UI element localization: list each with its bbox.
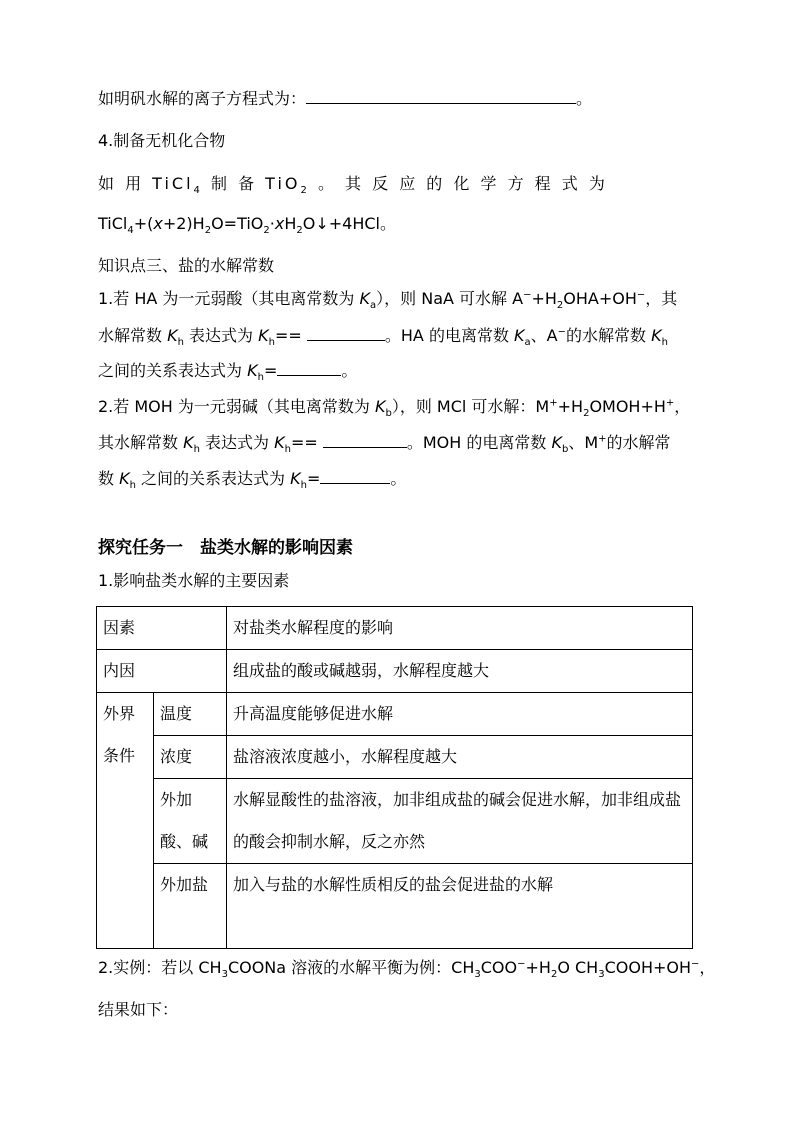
cell-temp-effect: 升高温度能够促进水解 <box>227 693 693 736</box>
table-row <box>97 650 693 693</box>
heading-knowledge3: 知识点三、盐的水解常数 <box>98 256 275 275</box>
table-row <box>97 607 693 650</box>
line-relation2: 数 $K_h$ 之间的关系表达式为 $K_h=$ 。 <box>98 469 407 492</box>
line-relation1: 之间的关系表达式为 $K_h=$ 。 <box>98 361 358 384</box>
cell-acid: 外加酸、碱 <box>154 779 227 864</box>
answer-blank[interactable] <box>323 433 407 448</box>
answer-blank[interactable] <box>277 361 341 376</box>
cell-conc: 浓度 <box>154 736 227 779</box>
cell-inner-effect: 组成盐的酸或碱越弱，水解程度越大 <box>227 650 693 693</box>
line-kh2: 其水解常数 $K_h$ 表达式为 $K_h==$ 。MOH 的电离常数 $K_b$、M+的水解常 <box>98 433 671 456</box>
line-ticl4: 如 用 TiCl$_4$ 制 备 TiO$_2$ 。 其 反 应 的 化 学 方 程 式 为 <box>98 174 608 197</box>
cell-salt: 外加盐 <box>154 864 227 949</box>
line-ha: 1.若 HA 为一元弱酸（其电离常数为 $K_a$），则 NaA 可水解 $A^-+H_2OHA+OH^-$，其 <box>98 289 678 312</box>
cell-temp: 温度 <box>154 693 227 736</box>
table-row <box>97 864 693 949</box>
table-row <box>97 779 693 864</box>
table-row <box>97 736 693 779</box>
heading-prepare: 4.制备无机化合物 <box>98 131 226 150</box>
line-equation: $TiCl_4+(x+2)H_2O=TiO_2\cdot xH_2O↓+4HCl$。 <box>98 214 396 237</box>
answer-blank[interactable] <box>320 469 390 484</box>
answer-blank[interactable] <box>307 326 385 341</box>
answer-blank[interactable] <box>306 89 576 104</box>
factors-table <box>96 606 693 949</box>
cell-inner: 内因 <box>97 650 227 693</box>
line-alum <box>98 89 592 109</box>
text: 。 <box>576 89 593 108</box>
header-effect: 对盐类水解程度的影响 <box>227 607 693 650</box>
section-title: 探究任务一 盐类水解的影响因素 <box>98 538 353 558</box>
line-result: 结果如下： <box>98 1000 179 1019</box>
header-factor: 因素 <box>97 607 227 650</box>
table-row <box>97 693 693 736</box>
line-moh: 2.若 MOH 为一元弱碱（其电离常数为 $K_b$），则 MCl 可水解：$M^++H_2OMOH+H^+$， <box>98 397 691 420</box>
line-kh1: 水解常数 $K_h$ 表达式为 $K_h==$ 。HA 的电离常数 $K_a$、A−的水解常数 $K_h$ <box>98 326 668 349</box>
line-example: 2.实例：若以 $CH_3COONa$ 溶液的水解平衡为例：$CH_3COO^-+H_2O$ $CH_3COOH+OH^-$， <box>98 958 716 981</box>
subheading-factors: 1.影响盐类水解的主要因素 <box>98 571 290 590</box>
text: 如明矾水解的离子方程式为： <box>98 89 307 108</box>
cell-salt-effect: 加入与盐的水解性质相反的盐会促进盐的水解 <box>227 864 693 949</box>
cell-conc-effect: 盐溶液浓度越小，水解程度越大 <box>227 736 693 779</box>
cell-acid-effect: 水解显酸性的盐溶液，加非组成盐的碱会促进水解，加非组成盐的酸会抑制水解，反之亦然 <box>227 779 693 864</box>
cell-outer: 外界条件 <box>97 693 154 949</box>
